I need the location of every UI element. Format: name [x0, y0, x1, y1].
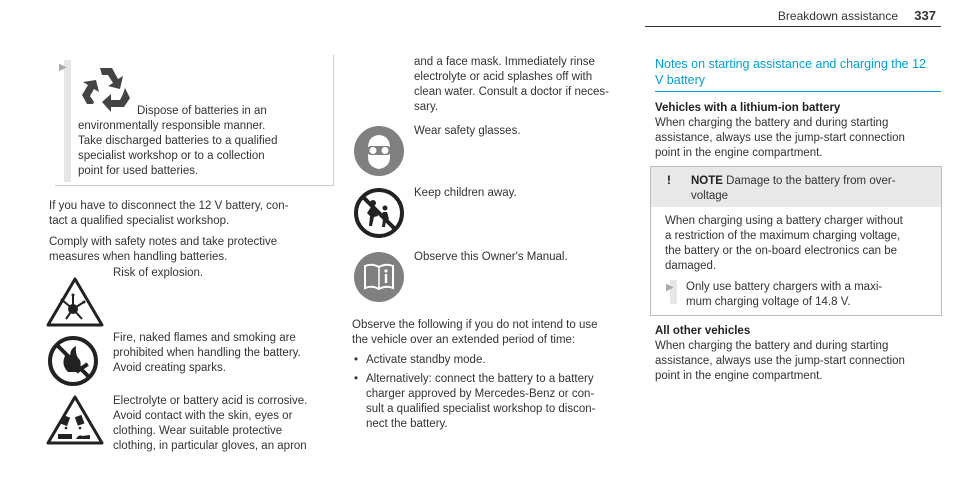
header-rule: [645, 26, 941, 27]
text-line: assistance, always use the jump-start connection: [655, 355, 905, 367]
text-line: Only use battery chargers with a maxi-: [686, 281, 883, 293]
children-text: Keep children away.: [414, 187, 517, 199]
acid-text-continued: [414, 55, 644, 115]
dispose-stripe: [64, 60, 71, 182]
dispose-line: point for used batteries.: [78, 165, 199, 177]
text-line: • Alternatively: connect the battery to a battery: [366, 373, 594, 385]
dispose-line: Take discharged batteries to a qualified: [78, 135, 278, 147]
text-line: • Activate standby mode.: [366, 354, 486, 366]
section-rule: [655, 91, 941, 92]
text-line: Avoid contact with the skin, eyes or: [113, 410, 293, 422]
text-line: sary.: [414, 101, 439, 113]
text-line: the vehicle over an extended period of time:: [352, 334, 576, 346]
note-action: [686, 280, 936, 310]
text-line: point in the engine compartment.: [655, 147, 823, 159]
text-line: Electrolyte or battery acid is corrosive.: [113, 395, 308, 407]
disconnect-paragraph: [49, 199, 334, 229]
keep-children-away-icon: [352, 186, 406, 240]
section-heading: [655, 56, 940, 88]
observe-list: [352, 353, 642, 432]
text-line: a restriction of the maximum charging voltage,: [665, 230, 901, 242]
corrosive-warning-icon: [46, 394, 104, 446]
text-line: Fire, naked flames and smoking are: [113, 332, 296, 344]
text-line: point in the engine compartment.: [655, 370, 823, 382]
no-fire-icon: [46, 334, 100, 388]
list-item: [352, 353, 642, 368]
note-body: [665, 214, 940, 274]
subheading: All other vehicles: [655, 325, 751, 337]
owners-manual-icon: [352, 250, 406, 304]
text-line: Avoid creating sparks.: [113, 362, 226, 374]
heading-line: V battery: [655, 73, 706, 87]
safety-glasses-icon: [352, 124, 406, 178]
text-line: and a face mask. Immediately rinse: [414, 56, 595, 68]
text-line: clothing, in particular gloves, an apron: [113, 440, 307, 452]
running-title: Breakdown assistance: [777, 9, 898, 23]
dispose-line: environmentally responsible manner.: [78, 120, 266, 132]
text-line: tact a qualified specialist workshop.: [49, 215, 230, 227]
text-line: mum charging voltage of 14.8 V.: [686, 296, 851, 308]
exclamation-icon: !: [667, 175, 671, 187]
text-line: sult a qualified specialist workshop to discon-: [366, 403, 596, 415]
text-line: assistance, always use the jump-start connection: [655, 132, 905, 144]
text-line: measures when handling batteries.: [49, 251, 228, 263]
text-line: nect the battery.: [366, 418, 448, 430]
text-line: the battery or the on-board electronics can be: [665, 245, 898, 257]
dispose-text: [78, 104, 328, 179]
list-item: [352, 372, 642, 432]
text-line: Observe the following if you do not intend to use: [352, 319, 598, 331]
lithium-ion-block: [655, 101, 945, 161]
dispose-line: specialist workshop or to a collection: [78, 150, 265, 162]
text-line: damaged.: [665, 260, 717, 272]
note-title: [691, 174, 931, 204]
text-line: clean water. Consult a doctor if neces-: [414, 86, 609, 98]
subheading: Vehicles with a lithium-ion battery: [655, 102, 841, 114]
manual-text: Observe this Owner's Manual.: [414, 251, 568, 263]
text-line: charger approved by Mercedes-Benz or con-: [366, 388, 595, 400]
text-line: clothing. Wear suitable protective: [113, 425, 283, 437]
triangle-bullet-icon: ▶: [666, 282, 674, 293]
text-line: When charging using a battery charger without: [665, 215, 903, 227]
explosion-text: Risk of explosion.: [113, 267, 204, 279]
text-line: electrolyte or acid splashes off with: [414, 71, 593, 83]
dispose-line: Dispose of batteries in an: [137, 105, 267, 117]
text-line: When charging the battery and during starting: [655, 340, 889, 352]
acid-text: [113, 394, 343, 454]
triangle-bullet-icon: ▶: [59, 62, 67, 73]
heading-line: Notes on starting assistance and charging the 12: [655, 57, 927, 71]
page-number: 337: [914, 8, 936, 23]
fire-text: [113, 331, 323, 376]
note-title-line: voltage: [691, 190, 729, 202]
other-vehicles-block: [655, 324, 945, 384]
text-line: If you have to disconnect the 12 V battery, con-: [49, 200, 289, 212]
explosion-warning-icon: [46, 276, 104, 328]
observe-paragraph: [352, 318, 642, 348]
text-line: prohibited when handling the battery.: [113, 347, 301, 359]
safety-paragraph: [49, 235, 334, 265]
note-title-line: Damage to the battery from over-: [726, 175, 896, 187]
glasses-text: Wear safety glasses.: [414, 125, 521, 137]
text-line: When charging the battery and during starting: [655, 117, 889, 129]
text-line: Comply with safety notes and take protective: [49, 236, 278, 248]
note-label: NOTE: [691, 175, 723, 187]
